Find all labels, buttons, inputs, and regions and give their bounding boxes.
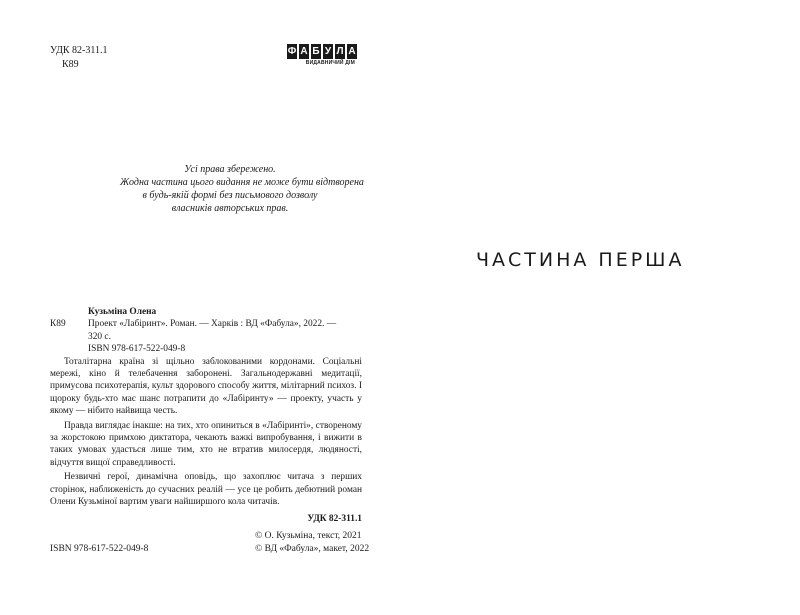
description-line: 320 с. bbox=[88, 331, 111, 342]
rights-line: в будь-якій формі без письмового дозволу bbox=[142, 190, 318, 201]
logo-letter: А bbox=[348, 46, 356, 57]
rights-notice bbox=[120, 163, 364, 215]
annotation bbox=[50, 356, 362, 509]
copyright-line: © О. Кузьміна, текст, 2021 bbox=[255, 531, 362, 541]
logo-letter: А bbox=[300, 46, 308, 57]
part-title: ЧАСТИНА ПЕРША bbox=[476, 249, 685, 271]
logo-subtitle: ВИДАВНИЧИЙ ДІМ bbox=[305, 60, 355, 66]
rights-line: власників авторських прав. bbox=[171, 203, 289, 214]
logo-letter: Б bbox=[312, 46, 320, 57]
logo-letter: У bbox=[324, 46, 332, 57]
right-page bbox=[400, 0, 800, 615]
author-mark-code: К89 bbox=[50, 319, 66, 330]
isbn-record: ISBN 978-617-522-049-8 bbox=[88, 344, 186, 355]
logo-letter: Ф bbox=[287, 46, 297, 57]
publisher-logo bbox=[287, 44, 357, 66]
udk-code: УДК 82-311.1 bbox=[50, 45, 108, 56]
annotation-paragraph: Правда виглядає інакше: на тих, хто опиниться в «Лабіринті», створеному за жорстокою примхою диктатора, чекають важкі випробування, і вижити в таких умовах удасться лише тим, хто не втратив милосердя, людяності, відчуття вищої справедливості. bbox=[50, 420, 362, 468]
copyright-block bbox=[255, 530, 369, 556]
annotation-paragraph: Незвичні герої, динамічна оповідь, що захоплює читача з перших сторінок, наближеність до сучасних реалій — усе це робить дебютний роман Олени Кузьміної вартим уваги найширшого кола читачів. bbox=[50, 472, 362, 508]
logo-letter: Л bbox=[336, 46, 344, 57]
udk-bottom: УДК 82-311.1 bbox=[307, 513, 362, 524]
copyright-line: © ВД «Фабула», макет, 2022 bbox=[255, 544, 370, 554]
description-line: Проект «Лабіринт». Роман. — Харків : ВД «Фабула», 2022. — bbox=[88, 319, 337, 330]
description-row bbox=[50, 318, 362, 330]
rights-line: Жодна частина цього видання не може бути відтворена bbox=[120, 177, 364, 188]
udk-classification-top bbox=[50, 44, 108, 72]
author-mark: К89 bbox=[62, 59, 79, 70]
rights-line: Усі права збережено. bbox=[184, 164, 276, 175]
isbn-bottom: ISBN 978-617-522-049-8 bbox=[50, 544, 149, 554]
author-name: Кузьміна Олена bbox=[88, 307, 157, 317]
annotation-paragraph: Тоталітарна країна зі щільно заблокованими кордонами. Соціальні мережі, кіно й телебачення заборонені. Загальнодержавні медитації, примусова психотерапія, культ здорового способу життя, мілітарний психоз. І щороку будь-хто має шанс потрапити до «Лабіринту» — проекту, участь у якому — нібито найвища честь. bbox=[50, 356, 362, 417]
bibliographic-record bbox=[50, 306, 362, 525]
